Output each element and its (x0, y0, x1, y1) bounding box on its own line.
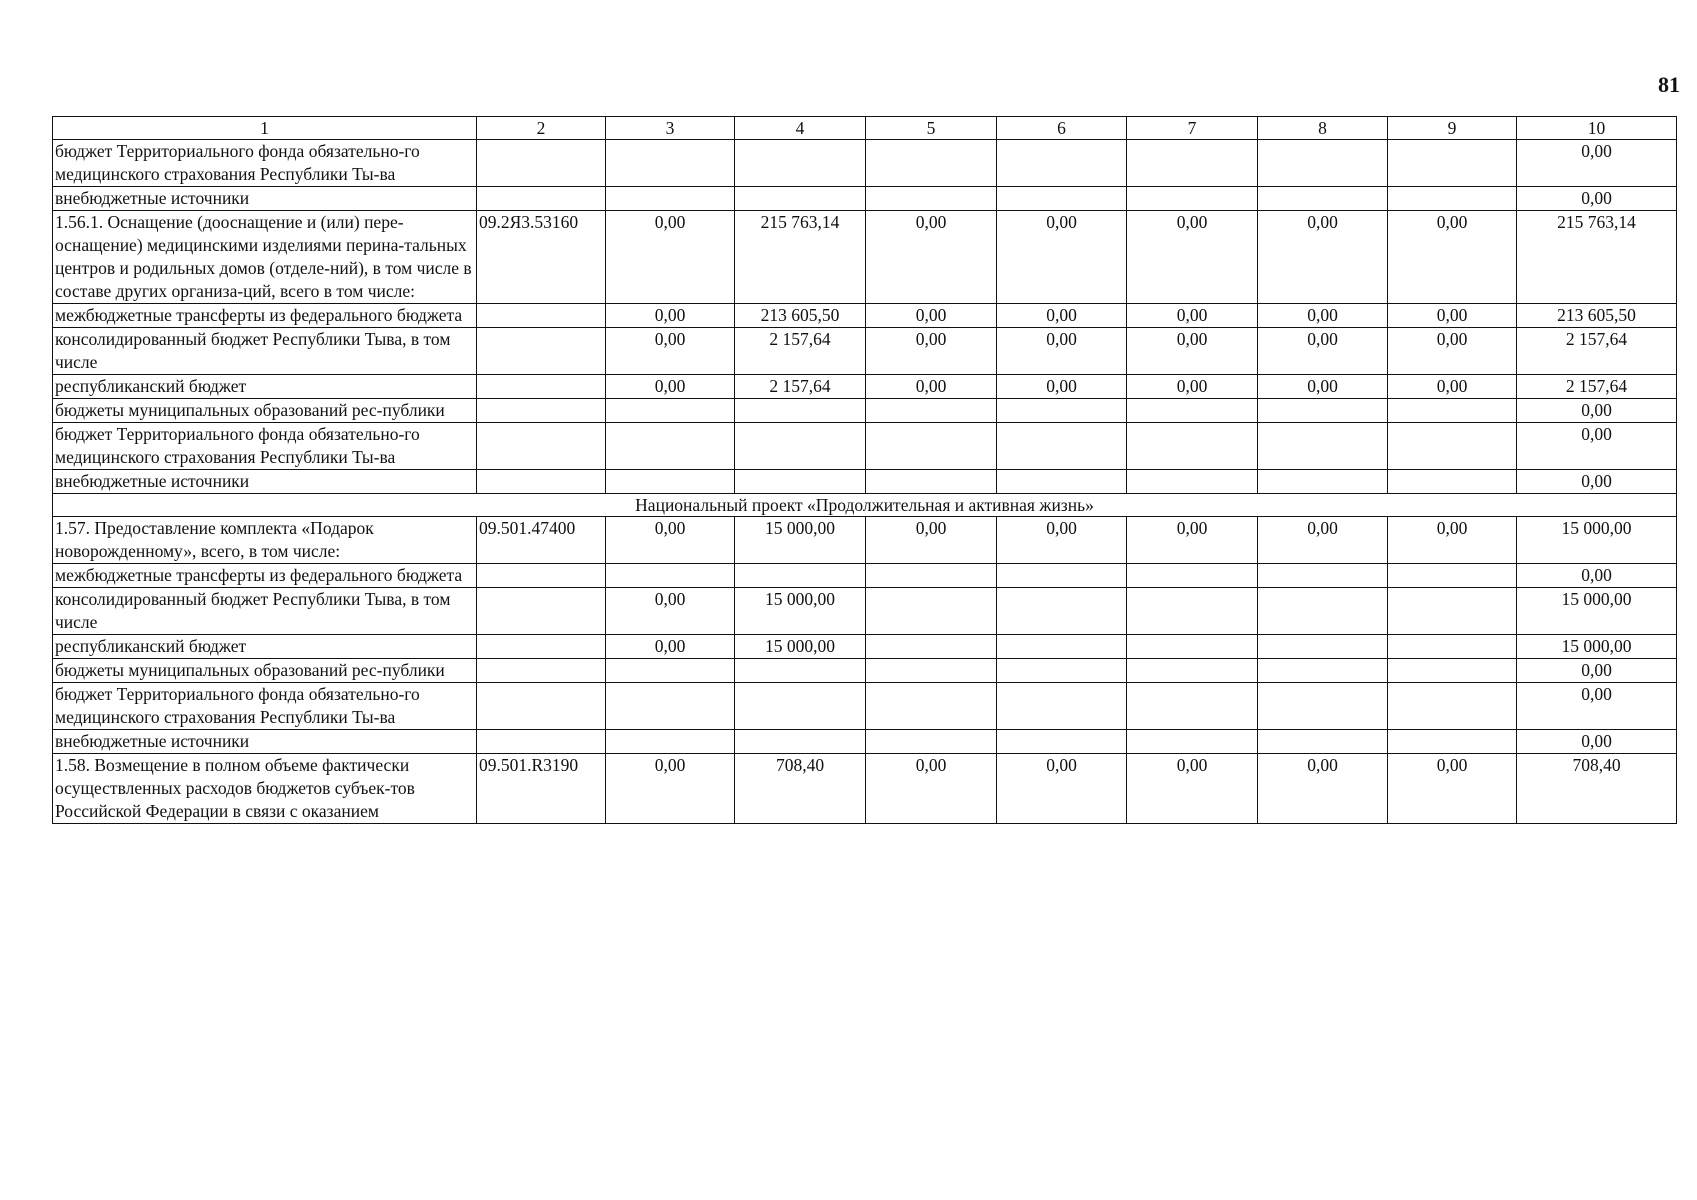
value-cell (606, 564, 735, 588)
value-cell: 0,00 (866, 211, 997, 304)
value-cell: 2 157,64 (735, 328, 866, 375)
value-cell: 0,00 (606, 211, 735, 304)
value-cell (1127, 730, 1258, 754)
value-cell (1388, 683, 1517, 730)
value-cell: 0,00 (1517, 564, 1677, 588)
value-cell: 0,00 (606, 328, 735, 375)
value-cell (735, 399, 866, 423)
value-cell (1127, 635, 1258, 659)
value-cell: 0,00 (1517, 140, 1677, 187)
row-code (477, 588, 606, 635)
row-code (477, 328, 606, 375)
row-label: республиканский бюджет (53, 635, 477, 659)
value-cell: 0,00 (1258, 328, 1388, 375)
row-label: внебюджетные источники (53, 470, 477, 494)
value-cell (997, 470, 1127, 494)
value-cell (1258, 140, 1388, 187)
table-row (53, 304, 1677, 328)
value-cell (997, 683, 1127, 730)
header-row (53, 117, 1677, 140)
value-cell (1258, 564, 1388, 588)
value-cell: 0,00 (606, 375, 735, 399)
column-header: 6 (997, 117, 1127, 140)
value-cell (606, 470, 735, 494)
row-code (477, 564, 606, 588)
column-header: 10 (1517, 117, 1677, 140)
table-row (53, 375, 1677, 399)
value-cell (866, 730, 997, 754)
value-cell (1127, 683, 1258, 730)
row-label: внебюджетные источники (53, 187, 477, 211)
value-cell (1127, 187, 1258, 211)
row-code (477, 375, 606, 399)
value-cell (1388, 588, 1517, 635)
value-cell: 2 157,64 (735, 375, 866, 399)
row-code (477, 730, 606, 754)
table-row (53, 399, 1677, 423)
column-header: 1 (53, 117, 477, 140)
value-cell: 15 000,00 (735, 588, 866, 635)
table-row (53, 730, 1677, 754)
value-cell (735, 730, 866, 754)
value-cell: 215 763,14 (735, 211, 866, 304)
value-cell: 0,00 (997, 375, 1127, 399)
value-cell (1258, 187, 1388, 211)
value-cell (1388, 730, 1517, 754)
row-code (477, 659, 606, 683)
value-cell: 0,00 (1517, 187, 1677, 211)
value-cell (1127, 659, 1258, 683)
value-cell: 0,00 (1388, 517, 1517, 564)
value-cell: 0,00 (1127, 754, 1258, 824)
value-cell (606, 730, 735, 754)
value-cell (866, 187, 997, 211)
value-cell (735, 659, 866, 683)
table-row (53, 683, 1677, 730)
table-row (53, 659, 1677, 683)
value-cell: 0,00 (606, 304, 735, 328)
value-cell: 0,00 (1258, 211, 1388, 304)
row-code (477, 399, 606, 423)
column-header: 5 (866, 117, 997, 140)
value-cell: 0,00 (1258, 517, 1388, 564)
row-label: бюджеты муниципальных образований рес-публики (53, 659, 477, 683)
row-code (477, 683, 606, 730)
row-code: 09.2Я3.53160 (477, 211, 606, 304)
value-cell (1388, 140, 1517, 187)
value-cell (997, 187, 1127, 211)
value-cell: 0,00 (1127, 211, 1258, 304)
row-label: межбюджетные трансферты из федерального бюджета (53, 564, 477, 588)
row-label: республиканский бюджет (53, 375, 477, 399)
table-row (53, 517, 1677, 564)
value-cell (735, 140, 866, 187)
value-cell (866, 399, 997, 423)
row-code (477, 635, 606, 659)
value-cell: 0,00 (1127, 304, 1258, 328)
value-cell (606, 140, 735, 187)
value-cell: 0,00 (606, 588, 735, 635)
row-label: консолидированный бюджет Республики Тыва, в том числе (53, 328, 477, 375)
value-cell (1388, 470, 1517, 494)
value-cell: 213 605,50 (1517, 304, 1677, 328)
value-cell: 0,00 (1517, 659, 1677, 683)
value-cell: 0,00 (997, 211, 1127, 304)
value-cell (1388, 399, 1517, 423)
column-header: 4 (735, 117, 866, 140)
value-cell (1388, 187, 1517, 211)
row-code: 09.501.R3190 (477, 754, 606, 824)
table-row (53, 423, 1677, 470)
value-cell: 0,00 (1127, 517, 1258, 564)
value-cell: 213 605,50 (735, 304, 866, 328)
row-label: бюджет Территориального фонда обязательно-го медицинского страхования Республики Ты-ва (53, 140, 477, 187)
value-cell: 0,00 (1517, 730, 1677, 754)
value-cell (1127, 588, 1258, 635)
value-cell: 0,00 (606, 754, 735, 824)
value-cell (1388, 659, 1517, 683)
value-cell (1127, 564, 1258, 588)
value-cell: 0,00 (1388, 754, 1517, 824)
value-cell (1258, 730, 1388, 754)
section-title: Национальный проект «Продолжительная и активная жизнь» (53, 494, 1677, 517)
value-cell: 2 157,64 (1517, 328, 1677, 375)
value-cell: 0,00 (866, 304, 997, 328)
value-cell (735, 683, 866, 730)
value-cell (866, 470, 997, 494)
value-cell: 0,00 (1258, 754, 1388, 824)
value-cell: 0,00 (1127, 375, 1258, 399)
value-cell: 0,00 (1517, 399, 1677, 423)
column-header: 2 (477, 117, 606, 140)
column-header: 3 (606, 117, 735, 140)
value-cell (1127, 399, 1258, 423)
value-cell (606, 399, 735, 423)
value-cell: 0,00 (866, 754, 997, 824)
table-row (53, 470, 1677, 494)
row-label: бюджет Территориального фонда обязательно-го медицинского страхования Республики Ты-ва (53, 683, 477, 730)
row-label: межбюджетные трансферты из федерального бюджета (53, 304, 477, 328)
column-header: 8 (1258, 117, 1388, 140)
value-cell (866, 423, 997, 470)
value-cell (997, 399, 1127, 423)
value-cell (735, 564, 866, 588)
value-cell (1258, 470, 1388, 494)
value-cell (997, 140, 1127, 187)
table-row (53, 187, 1677, 211)
value-cell: 0,00 (866, 328, 997, 375)
value-cell (866, 588, 997, 635)
value-cell (1127, 423, 1258, 470)
value-cell (866, 635, 997, 659)
column-header: 7 (1127, 117, 1258, 140)
value-cell: 15 000,00 (1517, 517, 1677, 564)
value-cell (997, 564, 1127, 588)
table-row (53, 754, 1677, 824)
value-cell (997, 635, 1127, 659)
value-cell: 708,40 (735, 754, 866, 824)
table-row (53, 328, 1677, 375)
value-cell (997, 423, 1127, 470)
row-code (477, 187, 606, 211)
value-cell (1258, 399, 1388, 423)
value-cell (606, 659, 735, 683)
value-cell: 215 763,14 (1517, 211, 1677, 304)
value-cell: 0,00 (1517, 470, 1677, 494)
value-cell (1258, 659, 1388, 683)
budget-table (52, 116, 1677, 824)
value-cell: 0,00 (997, 328, 1127, 375)
value-cell: 0,00 (997, 517, 1127, 564)
value-cell: 0,00 (1517, 423, 1677, 470)
table-row (53, 635, 1677, 659)
value-cell (606, 423, 735, 470)
table-row (53, 140, 1677, 187)
row-label: 1.56.1. Оснащение (дооснащение и (или) пере-оснащение) медицинскими изделиями перина-тальных центров и родильных домов (отделе-ний), в том числе в составе других организа-ций, всего в том числе: (53, 211, 477, 304)
value-cell: 0,00 (1388, 304, 1517, 328)
value-cell (997, 659, 1127, 683)
value-cell: 0,00 (866, 517, 997, 564)
value-cell (1388, 564, 1517, 588)
row-label: внебюджетные источники (53, 730, 477, 754)
value-cell (866, 564, 997, 588)
value-cell (606, 187, 735, 211)
row-code (477, 423, 606, 470)
column-header: 9 (1388, 117, 1517, 140)
row-code (477, 140, 606, 187)
value-cell: 0,00 (1258, 375, 1388, 399)
value-cell: 0,00 (1388, 211, 1517, 304)
value-cell (1258, 423, 1388, 470)
value-cell (735, 470, 866, 494)
value-cell (606, 683, 735, 730)
section-row (53, 494, 1677, 517)
page-number: 81 (1658, 72, 1680, 97)
table-row (53, 588, 1677, 635)
table-row (53, 211, 1677, 304)
row-code: 09.501.47400 (477, 517, 606, 564)
row-label: 1.57. Предоставление комплекта «Подарок новорожденному», всего, в том числе: (53, 517, 477, 564)
value-cell: 0,00 (997, 304, 1127, 328)
value-cell: 0,00 (1388, 375, 1517, 399)
value-cell: 15 000,00 (1517, 588, 1677, 635)
row-label: 1.58. Возмещение в полном объеме фактически осуществленных расходов бюджетов субъек-тов Российской Федерации в связи с оказанием (53, 754, 477, 824)
value-cell (1258, 588, 1388, 635)
value-cell: 0,00 (606, 517, 735, 564)
value-cell: 15 000,00 (1517, 635, 1677, 659)
value-cell (735, 187, 866, 211)
value-cell: 0,00 (1258, 304, 1388, 328)
value-cell (866, 659, 997, 683)
row-label: бюджеты муниципальных образований рес-публики (53, 399, 477, 423)
value-cell: 0,00 (1127, 328, 1258, 375)
value-cell (1127, 470, 1258, 494)
value-cell (1388, 423, 1517, 470)
value-cell: 15 000,00 (735, 517, 866, 564)
table-row (53, 564, 1677, 588)
value-cell: 0,00 (866, 375, 997, 399)
value-cell: 708,40 (1517, 754, 1677, 824)
value-cell (1258, 635, 1388, 659)
value-cell (735, 423, 866, 470)
value-cell: 0,00 (997, 754, 1127, 824)
value-cell: 0,00 (1388, 328, 1517, 375)
value-cell: 15 000,00 (735, 635, 866, 659)
value-cell (997, 588, 1127, 635)
value-cell: 0,00 (1517, 683, 1677, 730)
value-cell (1127, 140, 1258, 187)
value-cell: 2 157,64 (1517, 375, 1677, 399)
row-label: бюджет Территориального фонда обязательно-го медицинского страхования Республики Ты-ва (53, 423, 477, 470)
value-cell (997, 730, 1127, 754)
value-cell (1258, 683, 1388, 730)
row-code (477, 470, 606, 494)
value-cell (866, 683, 997, 730)
value-cell: 0,00 (606, 635, 735, 659)
row-label: консолидированный бюджет Республики Тыва, в том числе (53, 588, 477, 635)
value-cell (1388, 635, 1517, 659)
value-cell (866, 140, 997, 187)
row-code (477, 304, 606, 328)
